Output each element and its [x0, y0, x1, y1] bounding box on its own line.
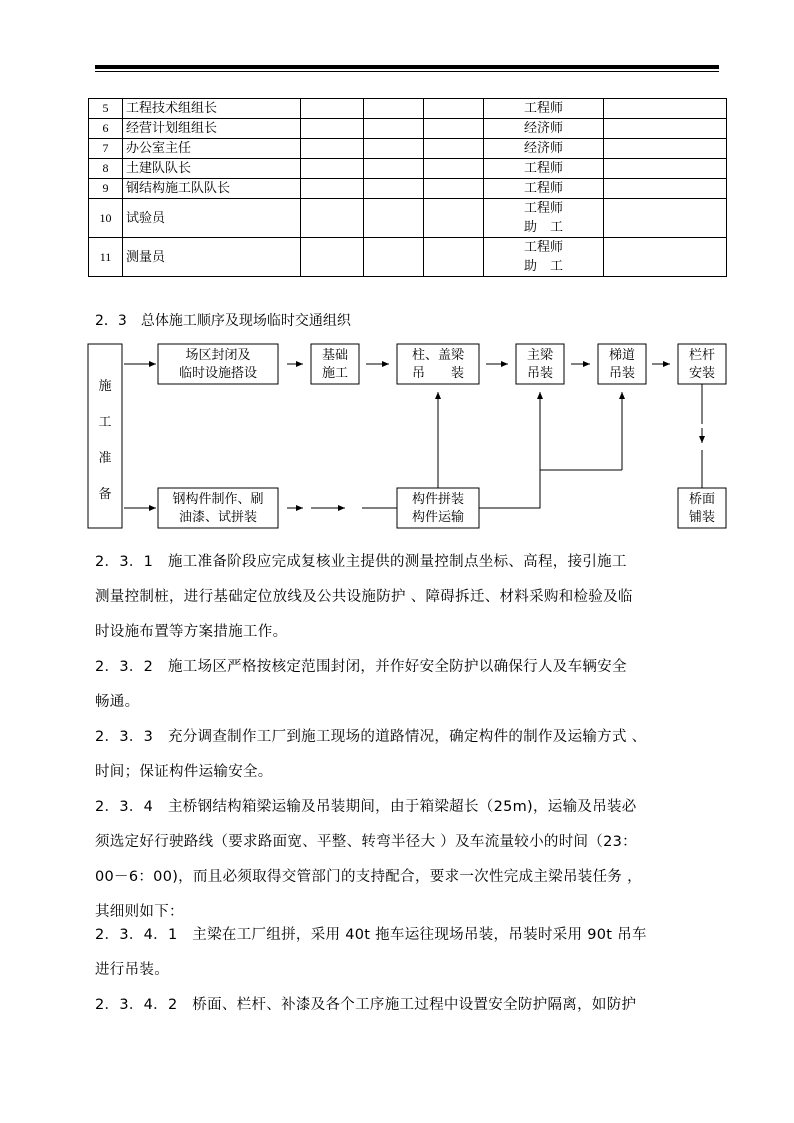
- construction-flowchart: [0, 0, 794, 540]
- flow-label-assembly: 构件运输: [411, 510, 465, 525]
- flow-label-stair: 梯道: [608, 348, 636, 363]
- row-title-line: 助 工: [523, 220, 563, 235]
- paragraph-line: 2．3．2 施工场区严格按核定范围封闭，并作好安全防护以确保行人及车辆安全: [95, 659, 627, 675]
- row-role: 测量员: [123, 238, 301, 277]
- row-number: 7: [89, 139, 123, 159]
- paragraph-line: 2．3．4 主桥钢结构箱梁运输及吊装期间，由于箱梁超长（25m)，运输及吊装必: [95, 799, 637, 815]
- paragraph-line: 时设施布置等方案措施工作。: [95, 624, 288, 640]
- flow-label-site-closure: 场区封闭及: [185, 348, 251, 363]
- row-number: 11: [89, 238, 123, 277]
- row-title-line: 工程师: [523, 101, 563, 116]
- paragraph-line: 进行吊装。: [95, 962, 169, 978]
- body-paragraph: [95, 918, 725, 988]
- row-role: 办公室主任: [123, 139, 301, 159]
- flow-label-steel-fab: 钢构件制作、刷: [172, 492, 264, 507]
- body-paragraph: [95, 790, 725, 930]
- flow-label-prep: 备: [98, 487, 112, 502]
- paragraph-line: 畅通。: [95, 694, 140, 710]
- body-paragraph: [95, 545, 725, 650]
- flow-label-main-girder: 吊装: [526, 366, 554, 381]
- row-number: 8: [89, 159, 123, 179]
- flow-label-deck: 铺装: [688, 510, 716, 525]
- row-title-line: 经济师: [523, 121, 563, 136]
- flow-label-site-closure: 临时设施搭设: [178, 366, 258, 381]
- row-role: 经营计划组组长: [123, 119, 301, 139]
- line-assembly-branch: [479, 392, 540, 508]
- flow-label-foundation: 基础: [321, 348, 349, 363]
- flow-label-foundation: 施工: [321, 366, 349, 381]
- flow-label-prep: 准: [98, 451, 112, 466]
- row-number: 10: [89, 199, 123, 238]
- flow-label-main-girder: 主梁: [526, 348, 554, 363]
- paragraph-line: 时间；保证构件运输安全。: [95, 764, 273, 780]
- row-number: 5: [89, 99, 123, 119]
- row-role: 试验员: [123, 199, 301, 238]
- row-title-line: 工程师: [523, 161, 563, 176]
- body-paragraph: [95, 988, 725, 1023]
- paragraph-line: 00－6：00)，而且必须取得交管部门的支持配合，要求一次性完成主梁吊装任务 ，: [95, 869, 642, 885]
- row-title-line: 工程师: [523, 201, 563, 216]
- paragraph-line: 2．3．3 充分调查制作工厂到施工现场的道路情况，确定构件的制作及运输方式 、: [95, 729, 647, 745]
- paragraph-line: 2．3．4．2 桥面、栏杆、补漆及各个工序施工过程中设置安全防护隔离，如防护: [95, 997, 637, 1013]
- row-title-line: 工程师: [523, 240, 563, 255]
- row-title-line: 经济师: [523, 141, 563, 156]
- row-title-line: 工程师: [523, 181, 563, 196]
- paragraph-line: 测量控制桩，进行基础定位放线及公共设施防护 、障碍拆迁、材料采购和检验及临: [95, 589, 633, 605]
- flow-label-steel-fab: 油漆、试拼装: [178, 510, 258, 525]
- flow-label-railing: 安装: [688, 366, 716, 381]
- row-number: 6: [89, 119, 123, 139]
- flow-label-railing: 栏杆: [688, 348, 716, 363]
- flow-label-prep: 工: [98, 415, 112, 430]
- flow-label-stair: 吊装: [608, 366, 636, 381]
- paragraph-line: 2．3．1 施工准备阶段应完成复核业主提供的测量控制点坐标、高程，接引施工: [95, 554, 627, 570]
- row-role: 土建队队长: [123, 159, 301, 179]
- flow-label-assembly: 构件拼装: [411, 492, 465, 507]
- paragraph-line: 其细则如下：: [95, 904, 184, 920]
- section-title: 2．3 总体施工顺序及现场临时交通组织: [95, 313, 351, 329]
- row-role: 钢结构施工队队长: [123, 179, 301, 199]
- flow-label-deck: 桥面: [688, 492, 716, 507]
- row-title-line: 助 工: [523, 259, 563, 274]
- flow-label-column: 柱、盖梁: [411, 348, 465, 363]
- row-number: 9: [89, 179, 123, 199]
- body-paragraph: [95, 650, 725, 720]
- body-paragraph: [95, 720, 725, 790]
- paragraph-line: 2．3．4．1 主梁在工厂组拼，采用 40t 拖车运往现场吊装，吊装时采用 90t 吊车: [95, 927, 647, 943]
- row-role: 工程技术组组长: [123, 99, 301, 119]
- paragraph-line: 须选定好行驶路线（要求路面宽、平整、转弯半径大 ）及车流量较小的时间（23：: [95, 834, 637, 850]
- flow-label-column: 吊 装: [411, 366, 465, 381]
- flow-label-prep: 施: [98, 379, 112, 394]
